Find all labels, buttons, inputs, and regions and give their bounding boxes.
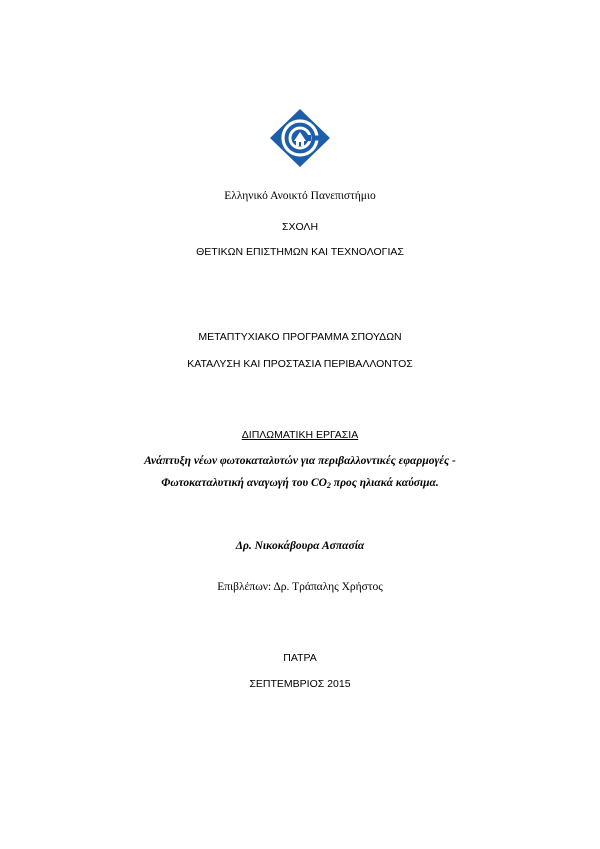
- thesis-title-line2-post: προς ηλιακά καύσιμα.: [330, 477, 439, 489]
- thesis-title-line2-pre: Φωτοκαταλυτική αναγωγή του CO: [161, 477, 327, 489]
- place: ΠΑΤΡΑ: [283, 652, 317, 664]
- school-name: ΘΕΤΙΚΩΝ ΕΠΙΣΤΗΜΩΝ ΚΑΙ ΤΕΧΝΟΛΟΓΙΑΣ: [196, 246, 404, 258]
- thesis-title-subscript: 2: [326, 481, 331, 490]
- date: ΣΕΠΤΕΜΒΡΙΟΣ 2015: [249, 678, 351, 690]
- program-name: ΚΑΤΑΛΥΣΗ ΚΑΙ ΠΡΟΣΤΑΣΙΑ ΠΕΡΙΒΑΛΛΟΝΤΟΣ: [187, 358, 413, 370]
- thesis-title-line2: [0, 477, 600, 490]
- university-logo-icon: [269, 108, 331, 168]
- supervisor: Επιβλέπων: Δρ. Τράπαλης Χρήστος: [217, 581, 383, 593]
- thesis-title-line1: Ανάπτυξη νέων φωτοκαταλυτών για περιβαλλοντικές εφαρμογές -: [144, 455, 456, 467]
- university-logo-svg: [269, 108, 331, 168]
- thesis-type: ΔΙΠΛΩΜΑΤΙΚΗ ΕΡΓΑΣΙΑ: [241, 429, 359, 441]
- program-title: ΜΕΤΑΠΤΥΧΙΑΚΟ ΠΡΟΓΡΑΜΜΑ ΣΠΟΥΔΩΝ: [198, 331, 402, 343]
- author-name: Δρ. Νικοκάβουρα Ασπασία: [235, 540, 365, 552]
- university-name: Ελληνικό Ανοικτό Πανεπιστήμιο: [224, 190, 376, 202]
- school-label: ΣΧΟΛΗ: [281, 221, 319, 233]
